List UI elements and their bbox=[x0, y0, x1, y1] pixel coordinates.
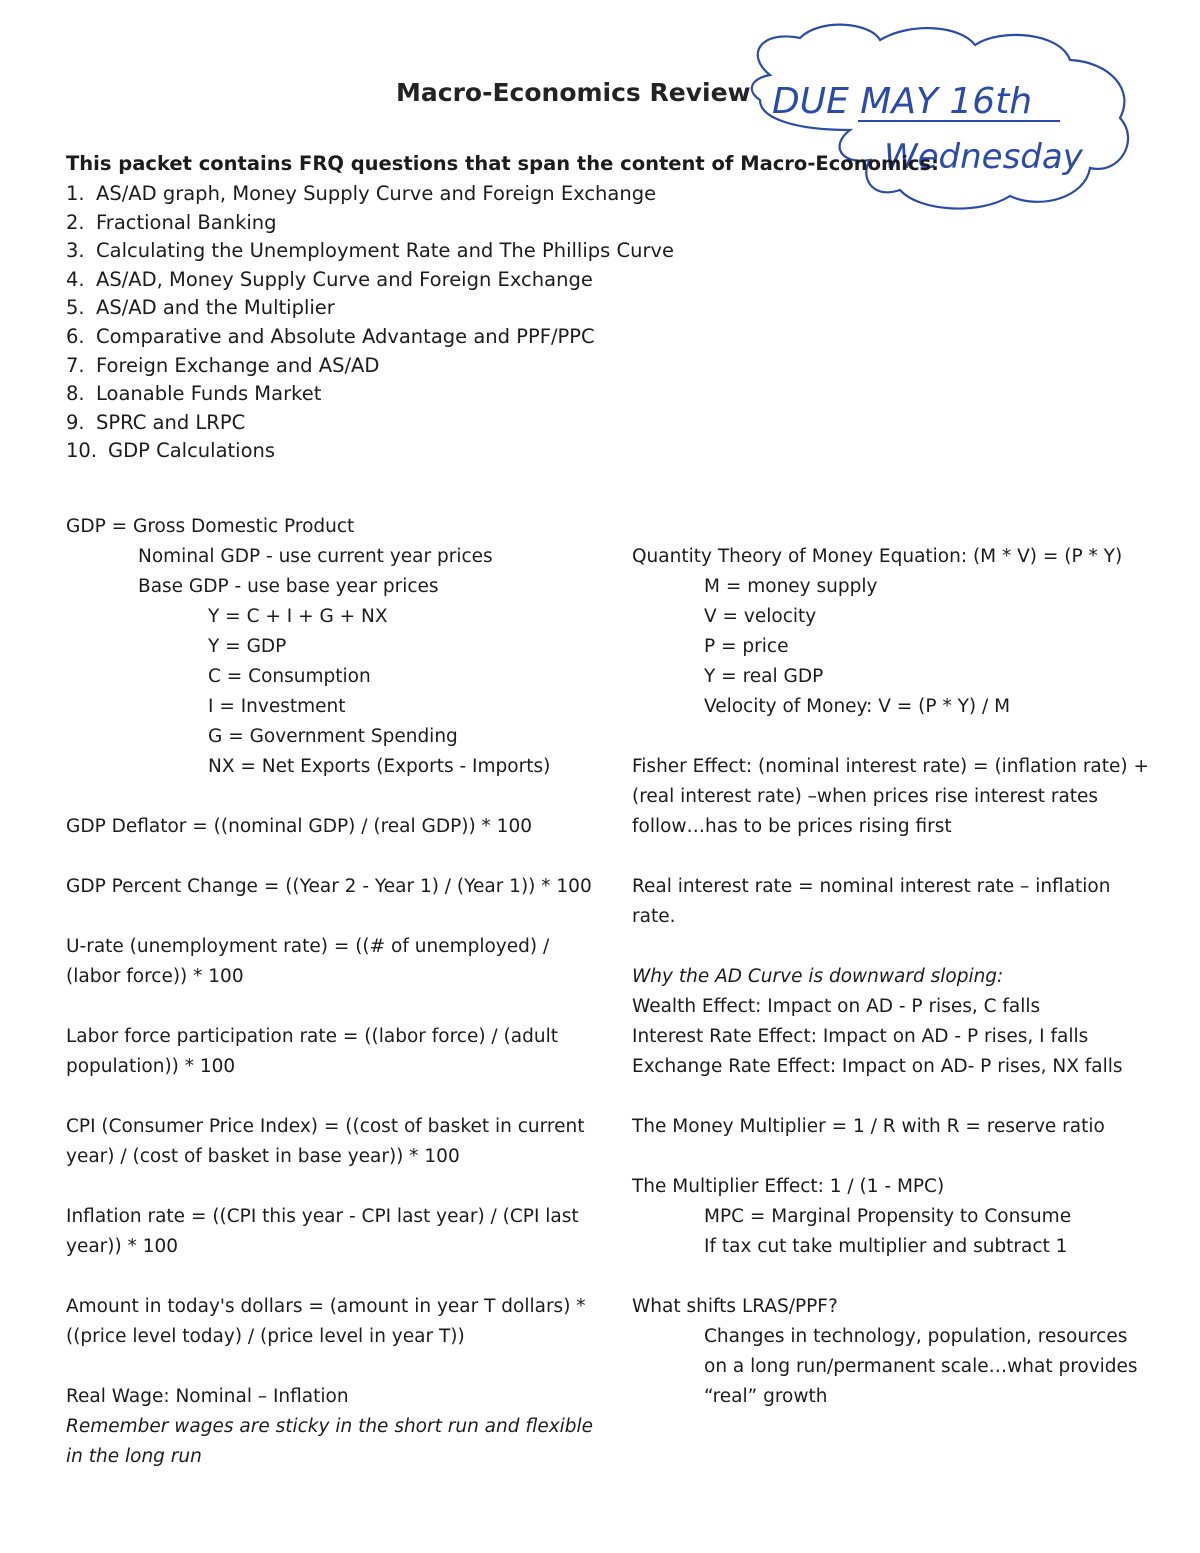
gdp-definition-line: Y = C + I + G + NX bbox=[208, 606, 388, 627]
gdp-deflator: GDP Deflator = ((nominal GDP) / (real GDP)) * 100 bbox=[66, 816, 532, 837]
money-equation-definition: P = price bbox=[704, 636, 789, 657]
cpi-line-2: year) / (cost of basket in base year)) * 100 bbox=[66, 1146, 460, 1167]
multiplier-effect: The Multiplier Effect: 1 / (1 - MPC) bbox=[632, 1176, 945, 1197]
topic-label: SPRC and LRPC bbox=[96, 410, 246, 434]
urate-line-2: (labor force)) * 100 bbox=[66, 966, 244, 987]
topic-label: GDP Calculations bbox=[108, 439, 276, 463]
cpi-line-1: CPI (Consumer Price Index) = ((cost of basket in current bbox=[66, 1116, 585, 1137]
gdp-heading: GDP = Gross Domestic Product bbox=[66, 516, 355, 537]
topic-number: 6. bbox=[66, 324, 85, 348]
fisher-line-3: follow…has to be prices rising first bbox=[632, 816, 952, 837]
topic-item bbox=[66, 294, 674, 323]
ad-curve-heading: Why the AD Curve is downward sloping: bbox=[632, 966, 1004, 987]
topic-label: Foreign Exchange and AS/AD bbox=[96, 353, 380, 377]
topic-item bbox=[66, 237, 674, 266]
topic-number: 8. bbox=[66, 382, 85, 406]
gdp-definition-line: Y = GDP bbox=[208, 636, 287, 657]
topic-item bbox=[66, 180, 674, 209]
weekday-text: Wednesday bbox=[884, 137, 1083, 177]
lras-explanation-line: on a long run/permanent scale…what provides bbox=[704, 1356, 1138, 1377]
quantity-theory-heading: Quantity Theory of Money Equation: (M * V) = (P * Y) bbox=[632, 546, 1123, 567]
real-interest-line-2: rate. bbox=[632, 906, 676, 927]
ad-effect-line: Wealth Effect: Impact on AD - P rises, C falls bbox=[632, 996, 1041, 1017]
topic-number: 4. bbox=[66, 267, 85, 291]
topic-label: AS/AD, Money Supply Curve and Foreign Exchange bbox=[96, 267, 593, 291]
topic-label: AS/AD graph, Money Supply Curve and Foreign Exchange bbox=[96, 182, 657, 205]
topic-number: 7. bbox=[66, 353, 85, 377]
base-gdp-line: Base GDP - use base year prices bbox=[138, 576, 439, 597]
money-equation-definition: M = money supply bbox=[704, 576, 878, 597]
sticky-wages-line-1: Remember wages are sticky in the short run and flexible bbox=[66, 1416, 594, 1437]
topic-number: 5. bbox=[66, 296, 85, 320]
topic-item bbox=[66, 380, 674, 409]
topic-number: 2. bbox=[66, 210, 85, 234]
sticky-wages-line-2: in the long run bbox=[66, 1446, 202, 1467]
lfpr-line-1: Labor force participation rate = ((labor force) / (adult bbox=[66, 1026, 558, 1047]
topic-list bbox=[66, 180, 674, 466]
inflation-line-2: year)) * 100 bbox=[66, 1236, 179, 1257]
topic-item bbox=[66, 323, 674, 352]
topic-label: Fractional Banking bbox=[96, 210, 277, 234]
topic-item bbox=[66, 266, 674, 295]
intro-text: This packet contains FRQ questions that span the content of Macro-Economics: bbox=[66, 152, 939, 175]
real-wage: Real Wage: Nominal – Inflation bbox=[66, 1386, 349, 1407]
ad-effect-line: Interest Rate Effect: Impact on AD - P rises, I falls bbox=[632, 1026, 1089, 1047]
topic-label: Loanable Funds Market bbox=[96, 382, 322, 406]
lfpr-line-2: population)) * 100 bbox=[66, 1056, 236, 1077]
topic-number: 9. bbox=[66, 410, 85, 434]
topic-label: Calculating the Unemployment Rate and The Phillips Curve bbox=[96, 239, 675, 263]
topic-item bbox=[66, 437, 674, 466]
lras-heading: What shifts LRAS/PPF? bbox=[632, 1296, 838, 1317]
topic-item bbox=[66, 352, 674, 381]
topic-item bbox=[66, 409, 674, 438]
topic-number: 3. bbox=[66, 239, 85, 263]
topic-item bbox=[66, 209, 674, 238]
topic-number: 10. bbox=[66, 439, 98, 463]
real-interest-line-1: Real interest rate = nominal interest rate – inflation bbox=[632, 876, 1111, 897]
due-date-text: DUE MAY 16th bbox=[772, 81, 1033, 122]
lras-explanation-line: “real” growth bbox=[704, 1386, 828, 1407]
gdp-definition-line: G = Government Spending bbox=[208, 726, 458, 747]
money-equation-definition: V = velocity bbox=[704, 606, 817, 627]
topic-label: Comparative and Absolute Advantage and PPF/PPC bbox=[96, 324, 595, 348]
urate-line-1: U-rate (unemployment rate) = ((# of unemployed) / bbox=[66, 936, 550, 957]
fisher-line-2: (real interest rate) –when prices rise interest rates bbox=[632, 786, 1099, 807]
cloud-outline bbox=[752, 25, 1128, 209]
inflation-line-1: Inflation rate = ((CPI this year - CPI last year) / (CPI last bbox=[66, 1206, 579, 1227]
gdp-percent-change: GDP Percent Change = ((Year 2 - Year 1) / (Year 1)) * 100 bbox=[66, 876, 592, 897]
gdp-definition-line: I = Investment bbox=[208, 696, 346, 717]
todays-dollars-line-1: Amount in today's dollars = (amount in year T dollars) * bbox=[66, 1296, 586, 1317]
nominal-gdp-line: Nominal GDP - use current year prices bbox=[138, 546, 493, 567]
money-equation-definition: Velocity of Money: V = (P * Y) / M bbox=[704, 696, 1011, 717]
fisher-line-1: Fisher Effect: (nominal interest rate) = (inflation rate) + bbox=[632, 756, 1150, 777]
gdp-definition-line: C = Consumption bbox=[208, 666, 371, 687]
gdp-definition-line: NX = Net Exports (Exports - Imports) bbox=[208, 756, 551, 777]
topic-label: AS/AD and the Multiplier bbox=[96, 296, 335, 320]
mpc-definition: MPC = Marginal Propensity to Consume bbox=[704, 1206, 1072, 1227]
topic-number: 1. bbox=[66, 182, 85, 205]
page-title: Macro-Economics Review bbox=[396, 78, 751, 107]
todays-dollars-line-2: ((price level today) / (price level in year T)) bbox=[66, 1326, 465, 1347]
money-equation-definition: Y = real GDP bbox=[704, 666, 824, 687]
tax-cut-note: If tax cut take multiplier and subtract 1 bbox=[704, 1236, 1068, 1257]
lras-explanation-line: Changes in technology, population, resources bbox=[704, 1326, 1128, 1347]
ad-effect-line: Exchange Rate Effect: Impact on AD- P rises, NX falls bbox=[632, 1056, 1123, 1077]
money-multiplier: The Money Multiplier = 1 / R with R = reserve ratio bbox=[632, 1116, 1105, 1137]
